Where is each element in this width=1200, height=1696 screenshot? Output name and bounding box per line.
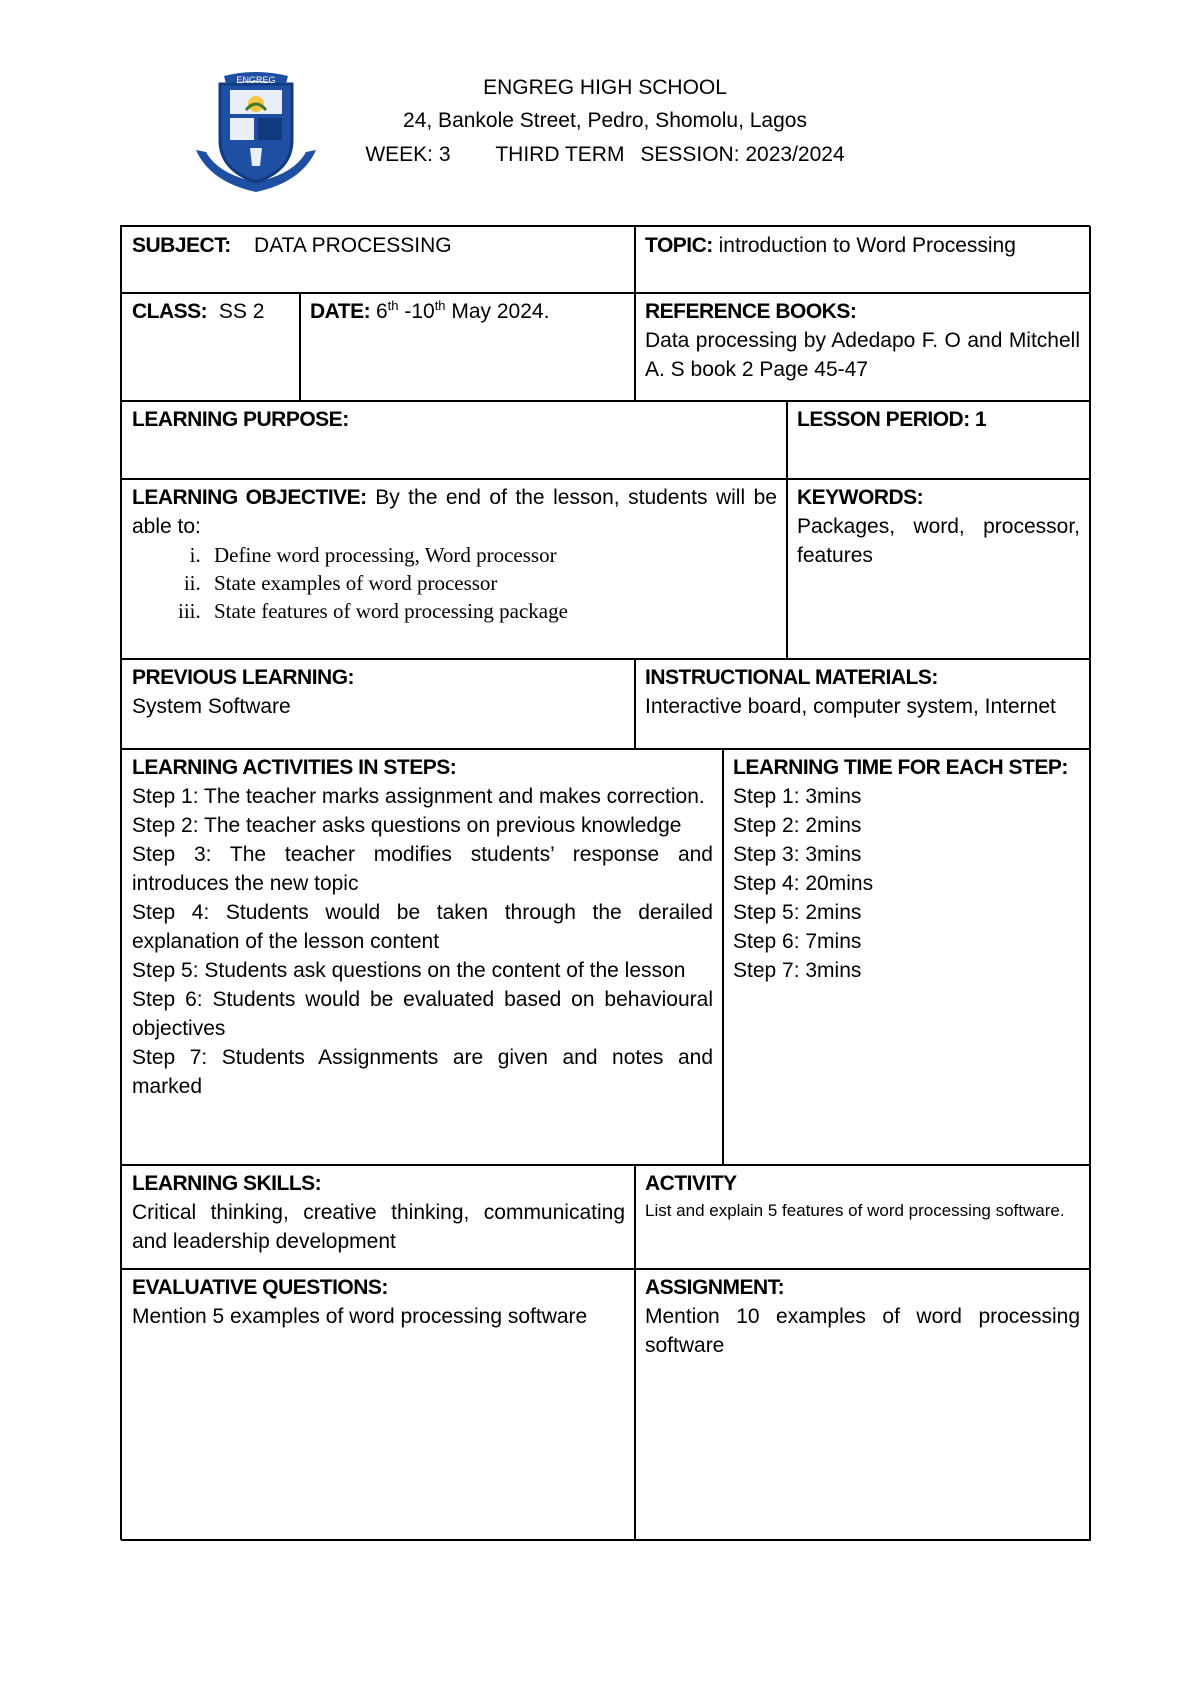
assignment-label: ASSIGNMENT: bbox=[645, 1276, 785, 1299]
date-day-start: 6 bbox=[375, 300, 388, 323]
activity-step: Step 1: The teacher marks assignment and makes correction. bbox=[132, 785, 705, 808]
activity-step: Step 4: Students would be taken through the derailed explanation of the lesson content bbox=[132, 901, 713, 953]
activity-label: ACTIVITY bbox=[645, 1172, 737, 1195]
learning-skills-label: LEARNING SKILLS: bbox=[132, 1172, 322, 1195]
learning-objective-intro: By the end of the lesson, students will be able to: bbox=[132, 486, 777, 538]
term-line bbox=[300, 138, 910, 172]
learning-skills-text: Critical thinking, creative thinking, communicating and leadership development bbox=[132, 1201, 625, 1253]
school-address: 24, Bankole Street, Pedro, Shomolu, Lagos bbox=[403, 109, 807, 132]
term-label: THIRD TERM bbox=[495, 143, 625, 166]
date-cell bbox=[299, 292, 636, 402]
activity-step: Step 7: Students Assignments are given and notes and marked bbox=[132, 1046, 713, 1098]
time-step: Step 6: 7mins bbox=[733, 930, 862, 953]
class-value: SS 2 bbox=[218, 300, 265, 323]
learning-skills-cell bbox=[121, 1164, 636, 1270]
class-cell bbox=[121, 292, 301, 402]
topic-cell bbox=[634, 226, 1091, 294]
learning-objective-cell bbox=[121, 478, 788, 660]
keywords-cell bbox=[786, 478, 1091, 660]
reference-text: Data processing by Adedapo F. O and Mitchell A. S book 2 Page 45-47 bbox=[645, 329, 1080, 381]
assignment-text: Mention 10 examples of word processing software bbox=[645, 1305, 1080, 1357]
learning-objective-label: LEARNING OBJECTIVE: bbox=[132, 486, 367, 509]
objective-item: ii. State examples of word processor bbox=[206, 569, 777, 597]
learning-activities-cell bbox=[121, 748, 724, 1166]
activity-cell bbox=[634, 1164, 1091, 1270]
keywords-text: Packages, word, processor, features bbox=[797, 515, 1080, 567]
instructional-materials-label: INSTRUCTIONAL MATERIALS: bbox=[645, 666, 938, 689]
lesson-period-cell bbox=[786, 400, 1091, 480]
learning-time-label: LEARNING TIME FOR EACH STEP: bbox=[733, 756, 1068, 779]
time-step: Step 7: 3mins bbox=[733, 959, 862, 982]
activity-text: List and explain 5 features of word processing software. bbox=[645, 1201, 1065, 1220]
previous-learning-text: System Software bbox=[132, 695, 291, 718]
topic-value: introduction to Word Processing bbox=[718, 234, 1016, 257]
school-name: ENGREG HIGH SCHOOL bbox=[483, 76, 727, 99]
reference-cell bbox=[634, 292, 1091, 402]
instructional-materials-cell bbox=[634, 658, 1091, 750]
activity-step: Step 2: The teacher asks questions on previous knowledge bbox=[132, 814, 682, 837]
learning-activities-label: LEARNING ACTIVITIES IN STEPS: bbox=[132, 756, 457, 779]
objective-item: i. Define word processing, Word processor bbox=[206, 541, 777, 569]
objective-list bbox=[132, 541, 777, 625]
activity-step: Step 6: Students would be evaluated based on behavioural objectives bbox=[132, 988, 713, 1040]
logo-text: ENGREG bbox=[236, 75, 276, 85]
time-step: Step 5: 2mins bbox=[733, 901, 862, 924]
session-label: SESSION: 2023/2024 bbox=[640, 143, 845, 166]
keywords-label: KEYWORDS: bbox=[797, 486, 924, 509]
class-label: CLASS: bbox=[132, 300, 208, 323]
lesson-plan-table bbox=[120, 225, 1090, 1540]
subject-value: DATA PROCESSING bbox=[254, 234, 452, 257]
subject-cell bbox=[121, 226, 636, 294]
activity-step: Step 5: Students ask questions on the content of the lesson bbox=[132, 959, 686, 982]
previous-learning-cell bbox=[121, 658, 636, 750]
evaluative-questions-label: EVALUATIVE QUESTIONS: bbox=[132, 1276, 388, 1299]
reference-label: REFERENCE BOOKS: bbox=[645, 300, 857, 323]
previous-learning-label: PREVIOUS LEARNING: bbox=[132, 666, 355, 689]
date-label: DATE: bbox=[310, 300, 371, 323]
learning-time-cell bbox=[722, 748, 1091, 1166]
week-label: WEEK: 3 bbox=[365, 143, 451, 166]
evaluative-questions-cell bbox=[121, 1268, 636, 1541]
date-sup-1: th bbox=[387, 298, 399, 313]
time-step: Step 3: 3mins bbox=[733, 843, 862, 866]
lesson-period-label: LESSON PERIOD: 1 bbox=[797, 408, 987, 431]
activity-step: Step 3: The teacher modifies students’ response and introduces the new topic bbox=[132, 843, 713, 895]
instructional-materials-text: Interactive board, computer system, Internet bbox=[645, 695, 1056, 718]
time-step: Step 1: 3mins bbox=[733, 785, 862, 808]
time-step: Step 2: 2mins bbox=[733, 814, 862, 837]
topic-label: TOPIC: bbox=[645, 234, 713, 257]
time-step: Step 4: 20mins bbox=[733, 872, 874, 895]
date-sup-2: th bbox=[434, 298, 446, 313]
subject-label: SUBJECT: bbox=[132, 234, 231, 257]
evaluative-questions-text: Mention 5 examples of word processing software bbox=[132, 1305, 588, 1328]
learning-purpose-cell bbox=[121, 400, 788, 480]
school-header bbox=[300, 72, 910, 172]
date-rest: May 2024. bbox=[451, 300, 550, 323]
objective-item: iii. State features of word processing package bbox=[206, 597, 777, 625]
date-separator: -10 bbox=[404, 300, 435, 323]
assignment-cell bbox=[634, 1268, 1091, 1541]
learning-purpose-label: LEARNING PURPOSE: bbox=[132, 408, 349, 431]
